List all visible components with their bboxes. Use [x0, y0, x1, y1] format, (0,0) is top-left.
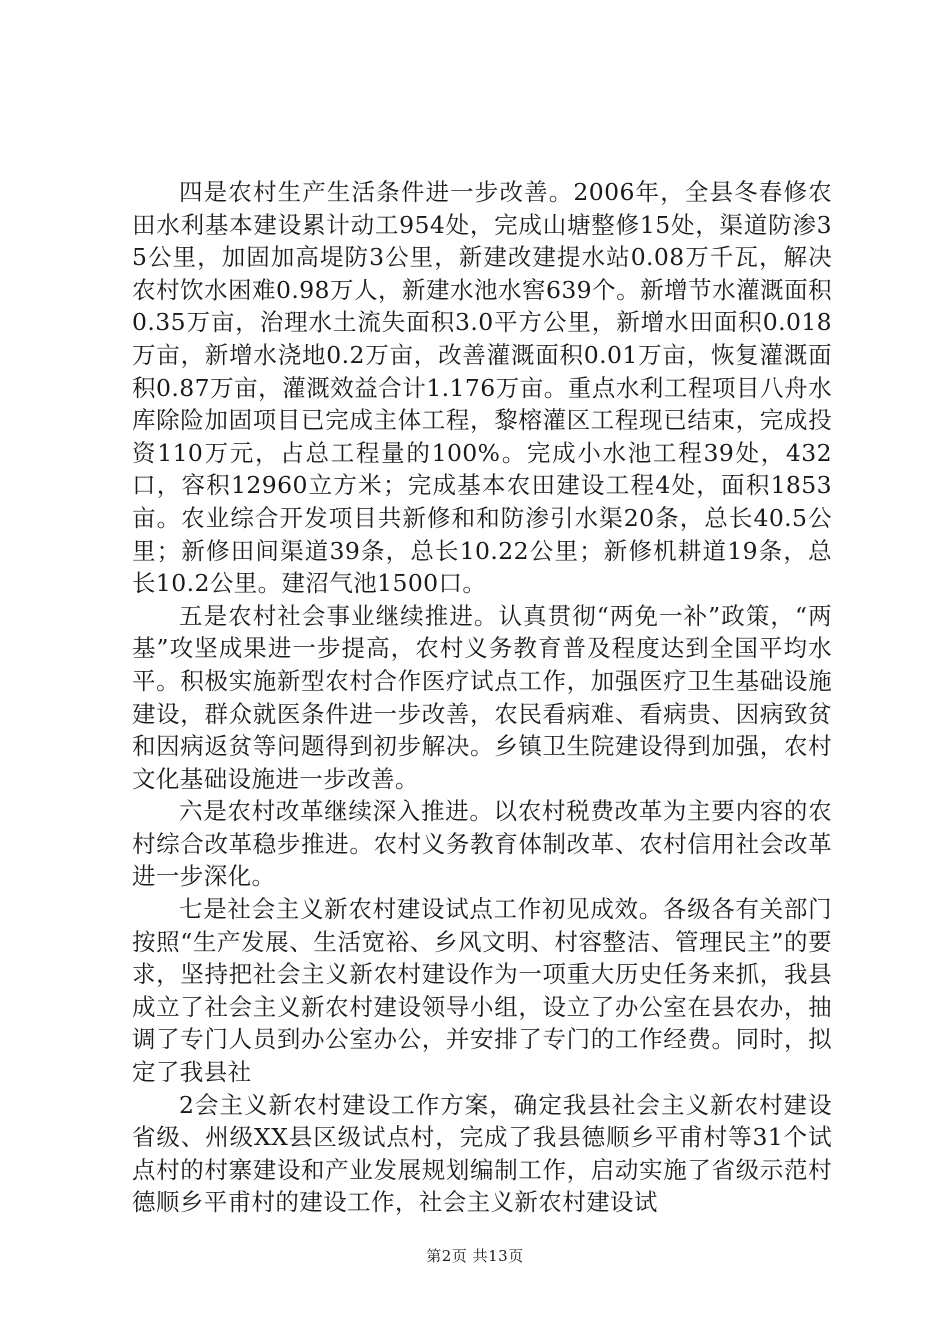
paragraph-new-countryside-plan: 2会主义新农村建设工作方案，确定我县社会主义新农村建设省级、州级XX县区级试点村，完成了我县德顺乡平甫村等31个试点村的村寨建设和产业发展规划编制工作，启动实施了省级示范村德顺乡平甫村的建设工作，社会主义新农村建设试 [132, 1090, 832, 1217]
page-number-label: 第2页 共13页 [426, 1247, 524, 1265]
document-body [132, 176, 832, 1219]
paragraph-social-affairs: 五是农村社会事业继续推进。认真贯彻“两免一补”政策，“两基”攻坚成果进一步提高，农村义务教育普及程度达到全国平均水平。积极实施新型农村合作医疗试点工作，加强医疗卫生基础设施建设，群众就医条件进一步改善，农民看病难、看病贵、因病致贫和因病返贫等问题得到初步解决。乡镇卫生院建设得到加强，农村文化基础设施进一步改善。 [132, 601, 832, 793]
paragraph-new-countryside-pilot: 七是社会主义新农村建设试点工作初见成效。各级各有关部门按照“生产发展、生活宽裕、乡风文明、村容整洁、管理民主”的要求，坚持把社会主义新农村建设作为一项重大历史任务来抓，我县成立了社会主义新农村建设领导小组，设立了办公室在县农办，抽调了专门人员到办公室办公，并安排了专门的工作经费。同时，拟定了我县社 [132, 895, 832, 1087]
paragraph-rural-reform: 六是农村改革继续深入推进。以农村税费改革为主要内容的农村综合改革稳步推进。农村义务教育体制改革、农村信用社会改革进一步深化。 [132, 797, 832, 891]
page-footer [0, 1245, 950, 1266]
paragraph-rural-conditions: 四是农村生产生活条件进一步改善。2006年，全县冬春修农田水利基本建设累计动工954处，完成山塘整修15处，渠道防渗35公里，加固加高堤防3公里，新建改建提水站0.08万千瓦，解决农村饮水困难0.98万人，新建水池水窖639个。新增节水灌溉面积0.35万亩，治理水土流失面积3.0平方公里，新增水田面积0.018万亩，新增水浇地0.2万亩，改善灌溉面积0.01万亩，恢复灌溉面积0.87万亩，灌溉效益合计1.176万亩。重点水利工程项目八舟水库除险加固项目已完成主体工程，黎榕灌区工程现已结束，完成投资110万元，占总工程量的100%。完成小水池工程39处，432口，容积12960立方米；完成基本农田建设工程4处，面积1853亩。农业综合开发项目共新修和和防渗引水渠20条，总长40.5公里；新修田间渠道39条，总长10.22公里；新修机耕道19条，总长10.2公里。建沼气池1500口。 [132, 178, 832, 598]
